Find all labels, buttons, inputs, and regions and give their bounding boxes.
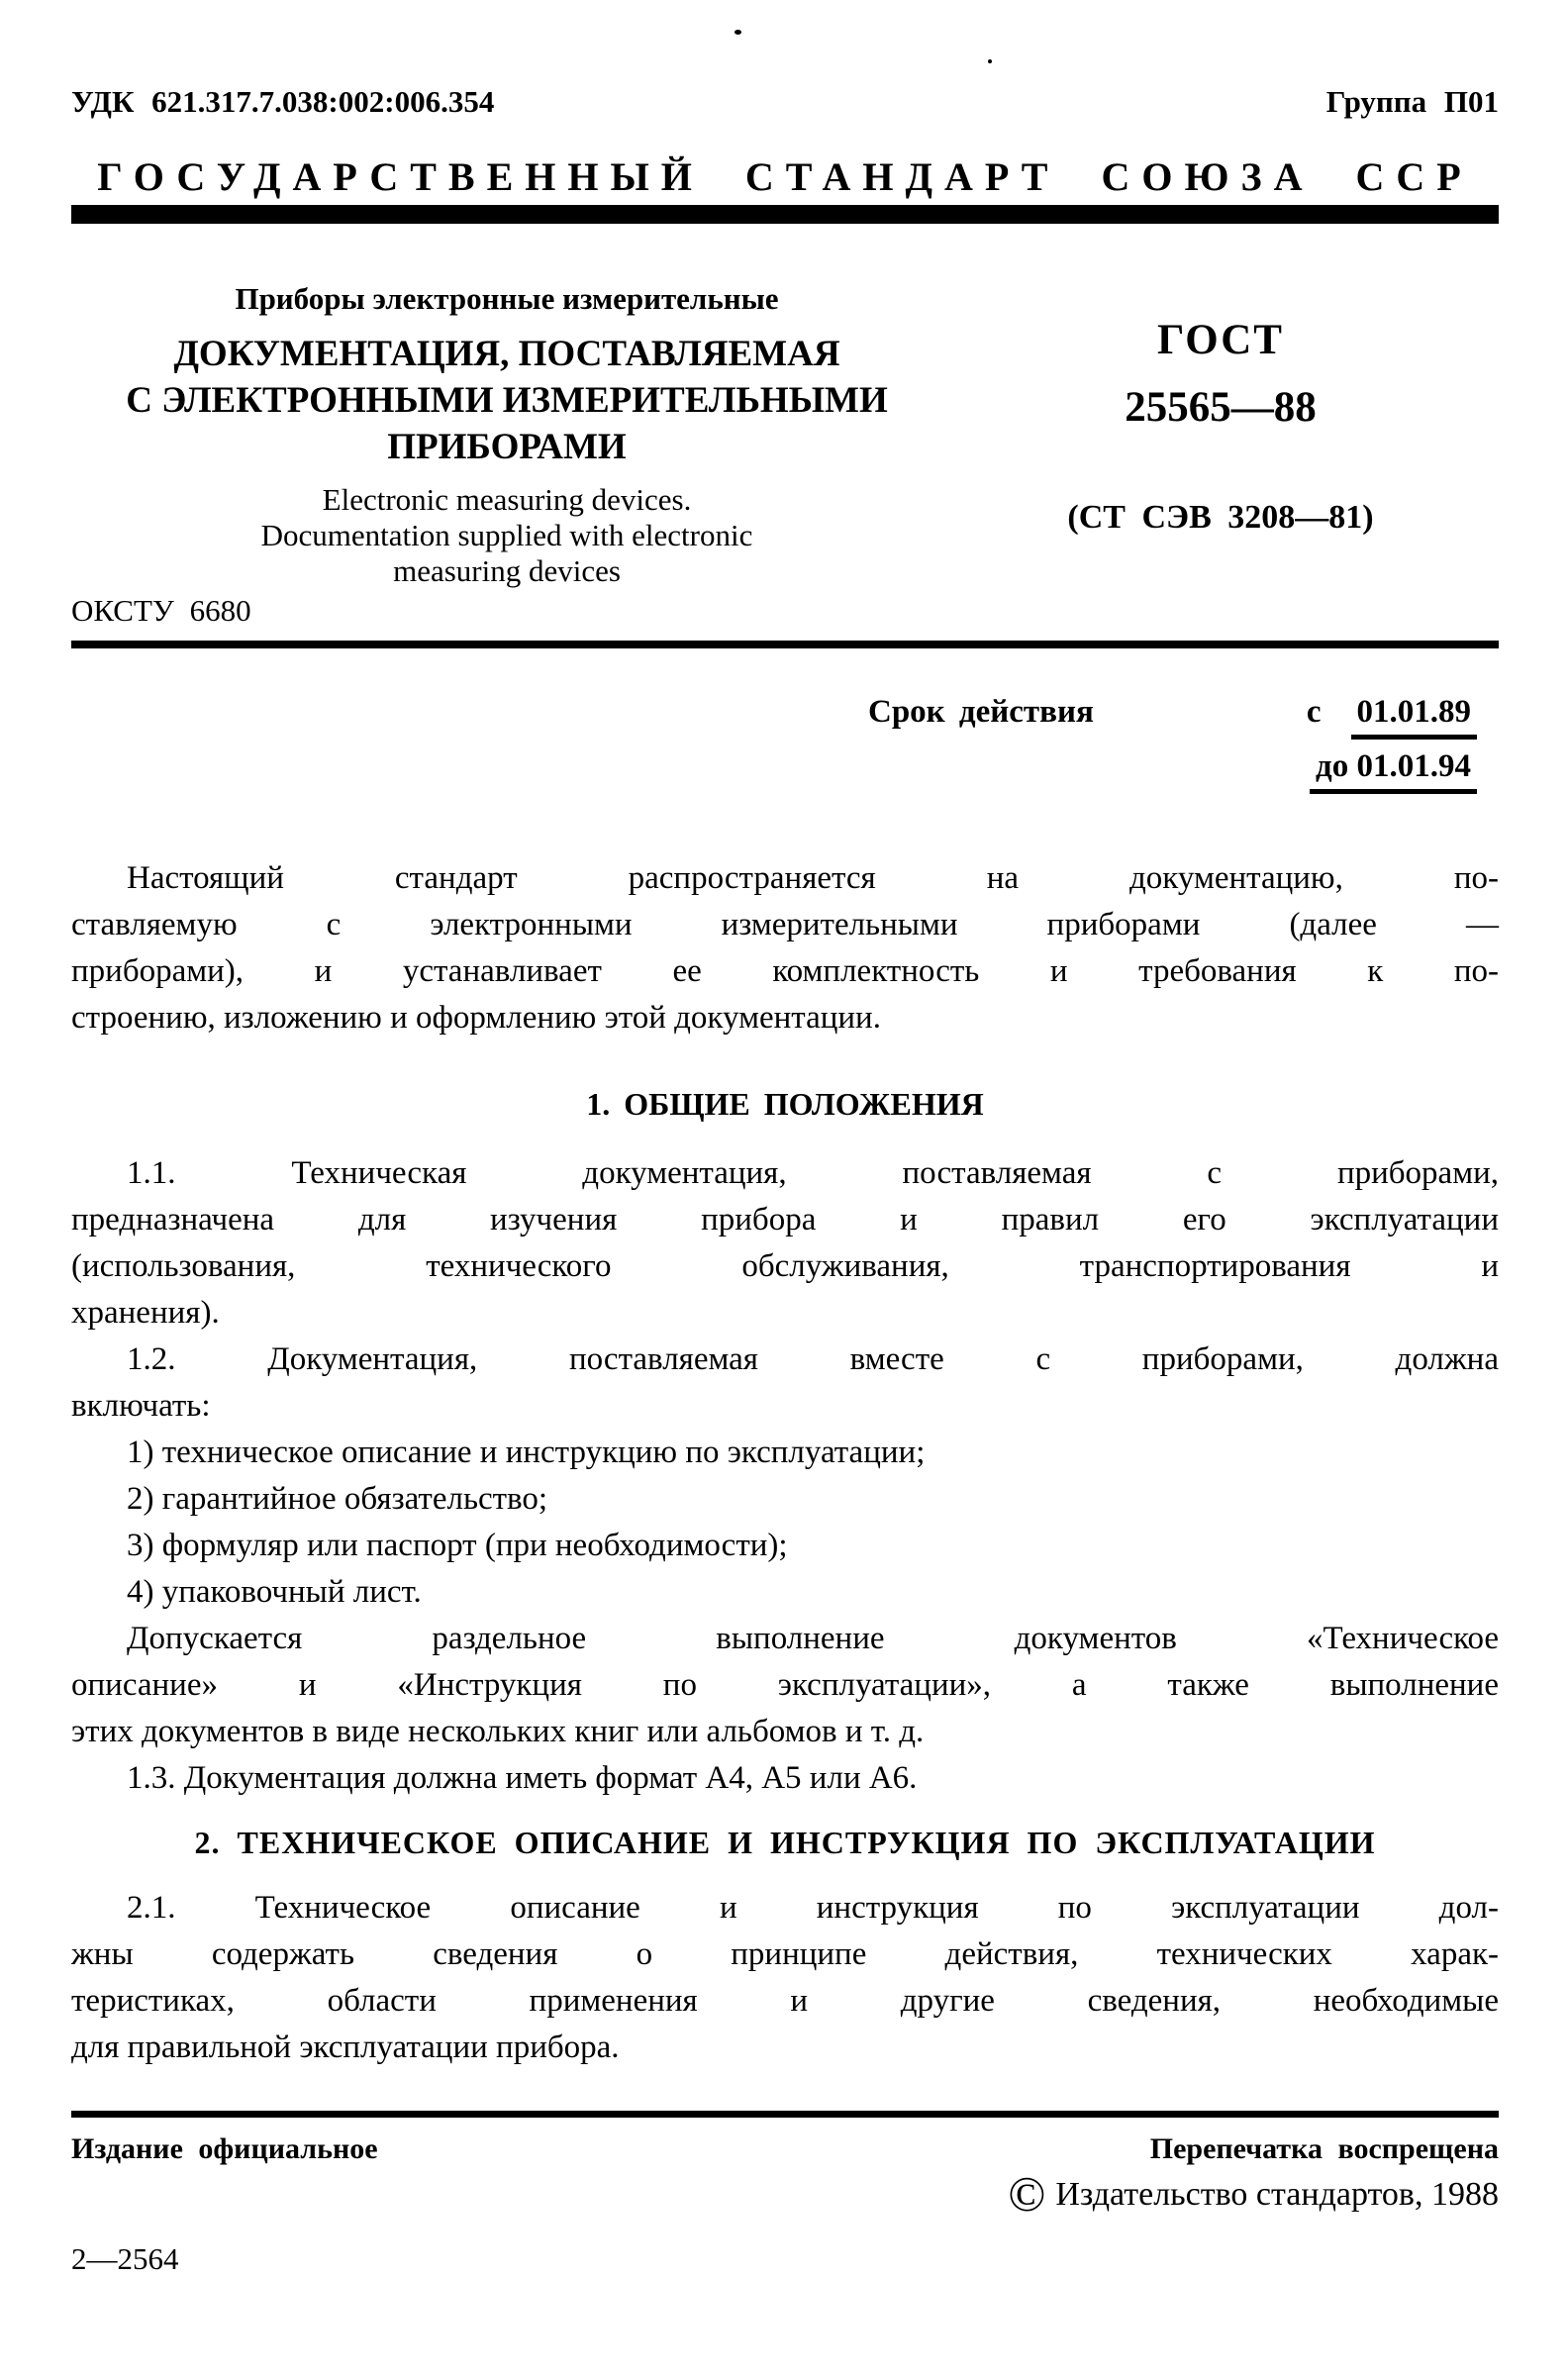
clause-1-1-line: (использования, технического обслуживания, транспортирования и	[71, 1248, 1499, 1284]
body-line: строению, изложению и оформлению этой документации.	[71, 1000, 881, 1036]
okstu-code: ОКСТУ 6680	[71, 593, 251, 628]
clause-1-1-line: 1.1. Техническая документация, поставляемая с приборами,	[127, 1155, 1499, 1191]
document-title-en-line: measuring devices	[393, 553, 621, 588]
validity-label: Срок действия	[867, 694, 1094, 730]
validity-from	[1307, 694, 1477, 740]
document-title-line: ДОКУМЕНТАЦИЯ, ПОСТАВЛЯЕМАЯ	[173, 334, 840, 374]
clause-2-1-line: теристиках, области применения и другие сведения, необходимые	[71, 1983, 1499, 2019]
validity-from-date: 01.01.89	[1351, 694, 1478, 740]
validity-to-date: до 01.01.94	[1310, 748, 1477, 794]
footer-notices	[71, 2131, 1499, 2166]
intro-paragraph	[71, 855, 1499, 1041]
gost-number: 25565—88	[1125, 384, 1317, 431]
edition-note: Издание официальное	[71, 2132, 378, 2165]
clause-2-1-line: для правильной эксплуатации прибора.	[71, 2030, 620, 2065]
validity-from-prefix: с	[1306, 694, 1322, 730]
gost-banner: ГОСУДАРСТВЕННЫЙ СТАНДАРТ СОЮЗА ССР	[97, 154, 1473, 199]
section-1-heading: 1. ОБЩИЕ ПОЛОЖЕНИЯ	[586, 1086, 984, 1122]
clause-2-1-line: 2.1. Техническое описание и инструкция по эксплуатации дол-	[127, 1890, 1499, 1926]
document-title-line: ПРИБОРАМИ	[387, 427, 627, 467]
body-line: Настоящий стандарт распространяется на документацию, по-	[127, 860, 1499, 896]
clause-list-item: 4) упаковочный лист.	[127, 1574, 422, 1610]
clause-1-2-line: 1.2. Документация, поставляемая вместе с приборами, должна	[127, 1341, 1499, 1377]
title-block	[71, 281, 1499, 589]
clause-1-2-note-line: Допускается раздельное выполнение документов «Техническое	[127, 1621, 1499, 1656]
section-1-body	[71, 1150, 1499, 1802]
copyright-notice	[71, 2168, 1499, 2221]
clause-list-item: 3) формуляр или паспорт (при необходимости);	[127, 1528, 788, 1563]
copyright-text: Издательство стандартов, 1988	[1055, 2176, 1499, 2213]
title-column	[71, 281, 942, 589]
separator-rule	[71, 641, 1499, 648]
clause-1-1-line: хранения).	[71, 1295, 220, 1331]
clause-1-3: 1.3. Документация должна иметь формат А4, А5 или А6.	[127, 1760, 918, 1796]
clause-1-1-line: предназначена для изучения прибора и правил его эксплуатации	[71, 1202, 1499, 1238]
group-label: Группа П01	[1325, 84, 1499, 119]
clause-2-1-line: жны содержать сведения о принципе действия, технических харак-	[71, 1936, 1499, 1972]
footer-separator	[71, 2111, 1499, 2118]
validity-to	[1310, 748, 1477, 794]
print-code: 2—2564	[71, 2241, 179, 2276]
designation-column	[942, 281, 1499, 589]
clause-1-2-line: включать:	[71, 1388, 211, 1424]
scan-speck	[988, 59, 992, 63]
document-subject: Приборы электронные измерительные	[235, 281, 779, 316]
section-2-body	[71, 1885, 1499, 2071]
validity-block	[71, 694, 1499, 794]
document-title-en-line: Documentation supplied with electronic	[260, 518, 753, 552]
separator-bar-thick	[71, 205, 1499, 224]
body-line: приборами), и устанавливает ее комплектность и требования к по-	[71, 953, 1499, 989]
udk-number: УДК 621.317.7.038:002:006.354	[71, 84, 495, 119]
classification-row	[71, 85, 1499, 119]
validity-dates	[1307, 694, 1477, 794]
st-sev-reference: (СТ СЭВ 3208—81)	[1067, 499, 1374, 536]
clause-list-item: 1) техническое описание и инструкцию по эксплуатации;	[127, 1435, 926, 1470]
section-2-heading: 2. ТЕХНИЧЕСКОЕ ОПИСАНИЕ И ИНСТРУКЦИЯ ПО ЭКСПЛУАТАЦИИ	[194, 1825, 1376, 1860]
clause-list-item: 2) гарантийное обязательство;	[127, 1481, 548, 1517]
copyright-icon: ©	[1008, 2166, 1046, 2222]
gost-designation: ГОСТ	[1157, 317, 1284, 363]
scan-speck	[735, 30, 741, 35]
reprint-notice: Перепечатка воспрещена	[1149, 2132, 1499, 2165]
document-title	[71, 331, 942, 470]
clause-1-2-note-line: описание» и «Инструкция по эксплуатации», а также выполнение	[71, 1667, 1499, 1703]
clause-1-2-note-line: этих документов в виде нескольких книг или альбомов и т. д.	[71, 1714, 925, 1749]
document-title-line: С ЭЛЕКТРОННЫМИ ИЗМЕРИТЕЛЬНЫМИ	[126, 380, 888, 421]
body-line: ставляемую с электронными измерительными приборами (далее —	[71, 907, 1499, 942]
document-title-en	[71, 482, 942, 589]
document-title-en-line: Electronic measuring devices.	[322, 482, 692, 517]
